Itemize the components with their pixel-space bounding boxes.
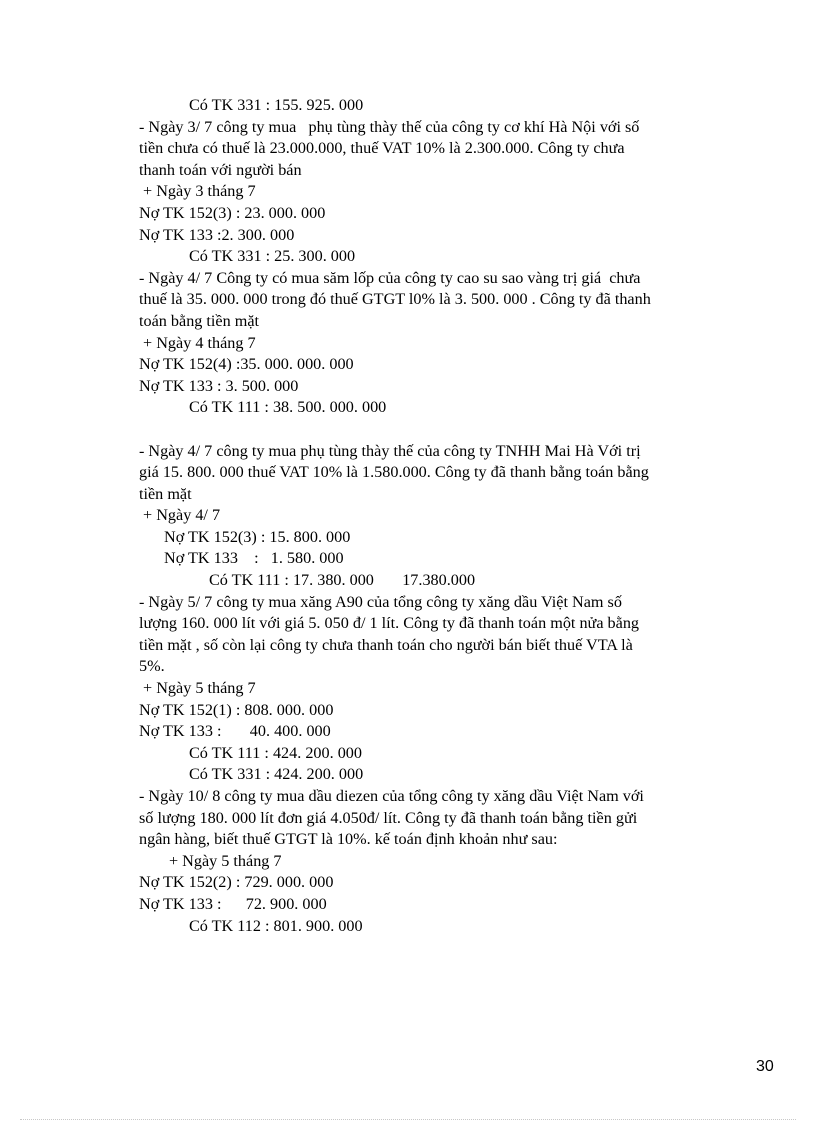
text-line: Nợ TK 152(4) :35. 000. 000. 000 bbox=[139, 355, 354, 374]
text-line: Nợ TK 152(3) : 23. 000. 000 bbox=[139, 203, 326, 222]
text-line: Nợ TK 152(1) : 808. 000. 000 bbox=[139, 700, 334, 719]
text-line: + Ngày 5 tháng 7 bbox=[139, 679, 256, 698]
text-line: - Ngày 10/ 8 công ty mua dầu diezen của tổng công ty xăng dầu Việt Nam với bbox=[139, 787, 644, 805]
blank-line bbox=[139, 419, 759, 441]
text-line: tiền mặt bbox=[139, 484, 192, 503]
text-line: Có TK 331 : 25. 300. 000 bbox=[189, 247, 356, 266]
text-line: Có TK 111 : 424. 200. 000 bbox=[189, 743, 362, 762]
text-line: Nợ TK 133 : 72. 900. 000 bbox=[139, 894, 327, 913]
text-line: ngân hàng, biết thuế GTGT là 10%. kế toán định khoản như sau: bbox=[139, 830, 558, 849]
text-line: toán bằng tiền mặt bbox=[139, 311, 260, 330]
text-line: lượng 160. 000 lít với giá 5. 050 đ/ 1 lít. Công ty đã thanh toán một nửa bằng bbox=[139, 614, 640, 633]
text-line: - Ngày 5/ 7 công ty mua xăng A90 của tổng công ty xăng dầu Việt Nam số bbox=[139, 592, 622, 611]
text-line: số lượng 180. 000 lít đơn giá 4.050đ/ lít. Công ty đã thanh toán bằng tiền gửi bbox=[139, 808, 638, 827]
text-line: Có TK 111 : 17. 380. 000 17.380.000 bbox=[209, 571, 476, 590]
text-line: tiền mặt , số còn lại công ty chưa thanh toán cho người bán biết thuế VTA là bbox=[139, 635, 633, 654]
text-line: Có TK 111 : 38. 500. 000. 000 bbox=[189, 398, 387, 417]
text-line: - Ngày 4/ 7 công ty mua phụ tùng thày thế của công ty TNHH Mai Hà Với trị bbox=[139, 441, 641, 460]
text-line: tiền chưa có thuế là 23.000.000, thuế VAT 10% là 2.300.000. Công ty chưa bbox=[139, 139, 625, 158]
text-line: Nợ TK 133 : 3. 500. 000 bbox=[139, 376, 299, 395]
text-line: + Ngày 4/ 7 bbox=[139, 506, 221, 525]
document-body bbox=[139, 95, 759, 937]
text-line: + Ngày 3 tháng 7 bbox=[139, 182, 256, 201]
text-line: Nợ TK 133 : 1. 580. 000 bbox=[164, 549, 344, 568]
text-line: 5%. bbox=[139, 657, 165, 676]
text-line: giá 15. 800. 000 thuế VAT 10% là 1.580.000. Công ty đã thanh bằng toán bằng bbox=[139, 463, 649, 482]
text-line: Nợ TK 152(2) : 729. 000. 000 bbox=[139, 873, 334, 892]
page-number: 30 bbox=[756, 1058, 774, 1075]
text-line: - Ngày 4/ 7 Công ty có mua săm lốp của công ty cao su sao vàng trị giá chưa bbox=[139, 268, 641, 287]
text-line: Có TK 331 : 155. 925. 000 bbox=[189, 96, 364, 114]
text-line: + Ngày 4 tháng 7 bbox=[139, 333, 256, 352]
text-line: Có TK 112 : 801. 900. 000 bbox=[189, 916, 363, 935]
text-line: + Ngày 5 tháng 7 bbox=[169, 851, 282, 870]
text-line: Nợ TK 133 :2. 300. 000 bbox=[139, 225, 295, 244]
text-line: thanh toán với người bán bbox=[139, 160, 302, 179]
footer-divider bbox=[20, 1119, 796, 1120]
text-line: Nợ TK 133 : 40. 400. 000 bbox=[139, 722, 331, 741]
text-line: thuế là 35. 000. 000 trong đó thuế GTGT l0% là 3. 500. 000 . Công ty đã thanh bbox=[139, 290, 651, 309]
text-line: - Ngày 3/ 7 công ty mua phụ tùng thày thế của công ty cơ khí Hà Nội với số bbox=[139, 117, 640, 136]
text-line: Nợ TK 152(3) : 15. 800. 000 bbox=[164, 527, 351, 546]
text-line: Có TK 331 : 424. 200. 000 bbox=[189, 765, 364, 784]
